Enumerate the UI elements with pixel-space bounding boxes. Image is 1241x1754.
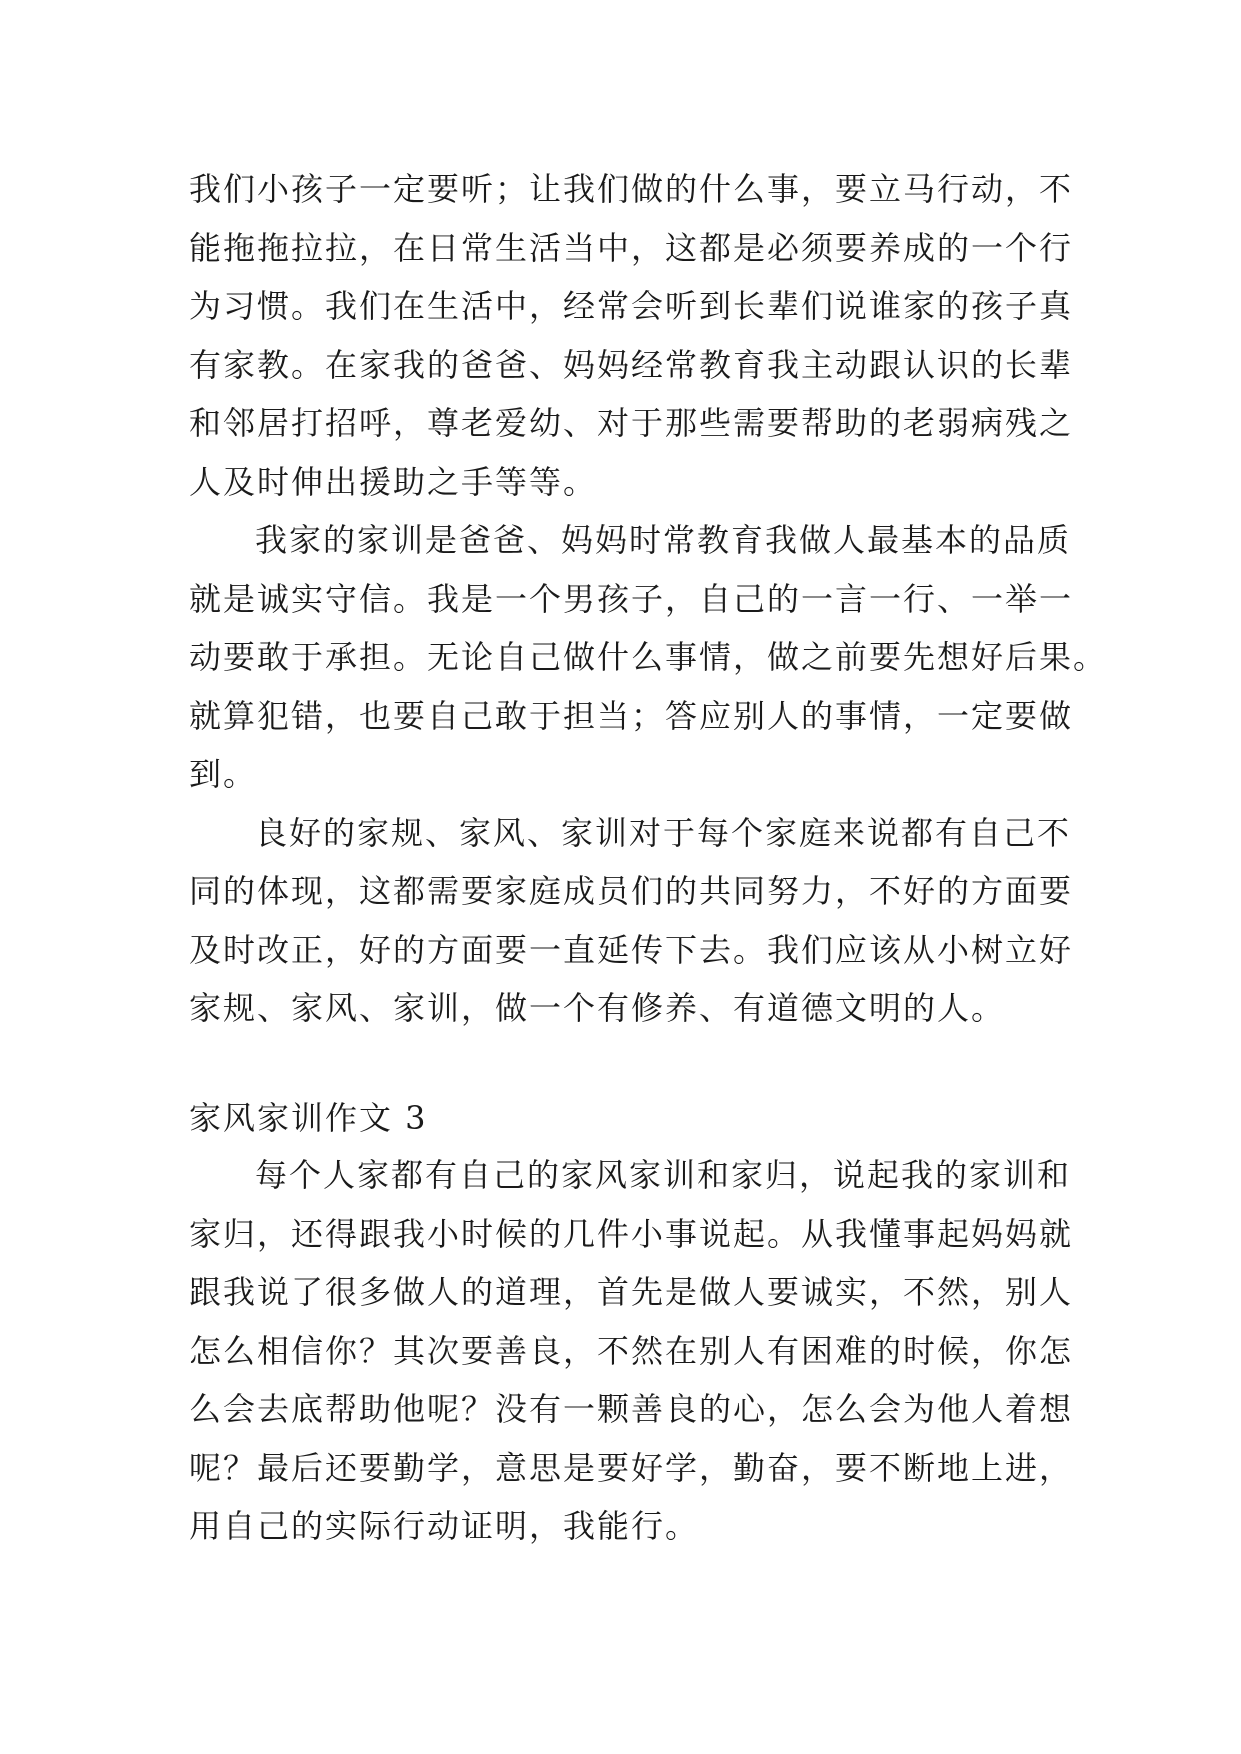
essay-title: 家风家训作文 3 <box>189 1099 428 1137</box>
text-line: 人及时伸出援助之手等等。 <box>189 462 598 501</box>
text-line: 就是诚实守信。我是一个男孩子，自己的一言一行、一举一 <box>189 579 1074 618</box>
text-line: 到。 <box>189 755 258 793</box>
text-line: 能拖拖拉拉，在日常生活当中，这都是必须要养成的一个行 <box>189 228 1074 267</box>
text-line: 同的体现，这都需要家庭成员们的共同努力，不好的方面要 <box>189 872 1074 910</box>
text-line: 为习惯。我们在生活中，经常会听到长辈们说谁家的孩子真 <box>189 287 1074 325</box>
text-line: 怎么相信你？其次要善良，不然在别人有困难的时候，你怎 <box>189 1331 1074 1370</box>
text-line: 和邻居打招呼，尊老爱幼、对于那些需要帮助的老弱病残之 <box>189 404 1074 442</box>
text-line: 家规、家风、家训，做一个有修养、有道德文明的人。 <box>189 989 1006 1027</box>
text-line: 每个人家都有自己的家风家训和家归，说起我的家训和 <box>255 1156 1072 1194</box>
paragraph-3 <box>189 804 1074 1038</box>
document-body <box>189 160 1108 1038</box>
text-line: 么会去底帮助他呢？没有一颗善良的心，怎么会为他人着想 <box>189 1390 1074 1428</box>
text-line: 动要敢于承担。无论自己做什么事情，做之前要先想好后果。 <box>189 638 1108 676</box>
text-line: 良好的家规、家风、家训对于每个家庭来说都有自己不 <box>255 813 1072 852</box>
text-line: 跟我说了很多做人的道理，首先是做人要诚实，不然，别人 <box>189 1273 1074 1311</box>
paragraph-2 <box>189 511 1108 804</box>
text-line: 家归，还得跟我小时候的几件小事说起。从我懂事起妈妈就 <box>189 1214 1074 1253</box>
text-line: 及时改正，好的方面要一直延传下去。我们应该从小树立好 <box>189 930 1074 969</box>
text-line: 我们小孩子一定要听；让我们做的什么事，要立马行动，不 <box>189 170 1074 208</box>
essay-3-body <box>189 1146 1074 1556</box>
text-line: 呢？最后还要勤学，意思是要好学，勤奋，要不断地上进， <box>189 1448 1074 1487</box>
text-line: 我家的家训是爸爸、妈妈时常教育我做人最基本的品质 <box>255 521 1072 559</box>
paragraph-1 <box>189 160 1074 511</box>
text-line: 用自己的实际行动证明，我能行。 <box>189 1507 700 1545</box>
text-line: 就算犯错，也要自己敢于担当；答应别人的事情，一定要做 <box>189 696 1074 735</box>
text-line: 有家教。在家我的爸爸、妈妈经常教育我主动跟认识的长辈 <box>189 345 1074 384</box>
